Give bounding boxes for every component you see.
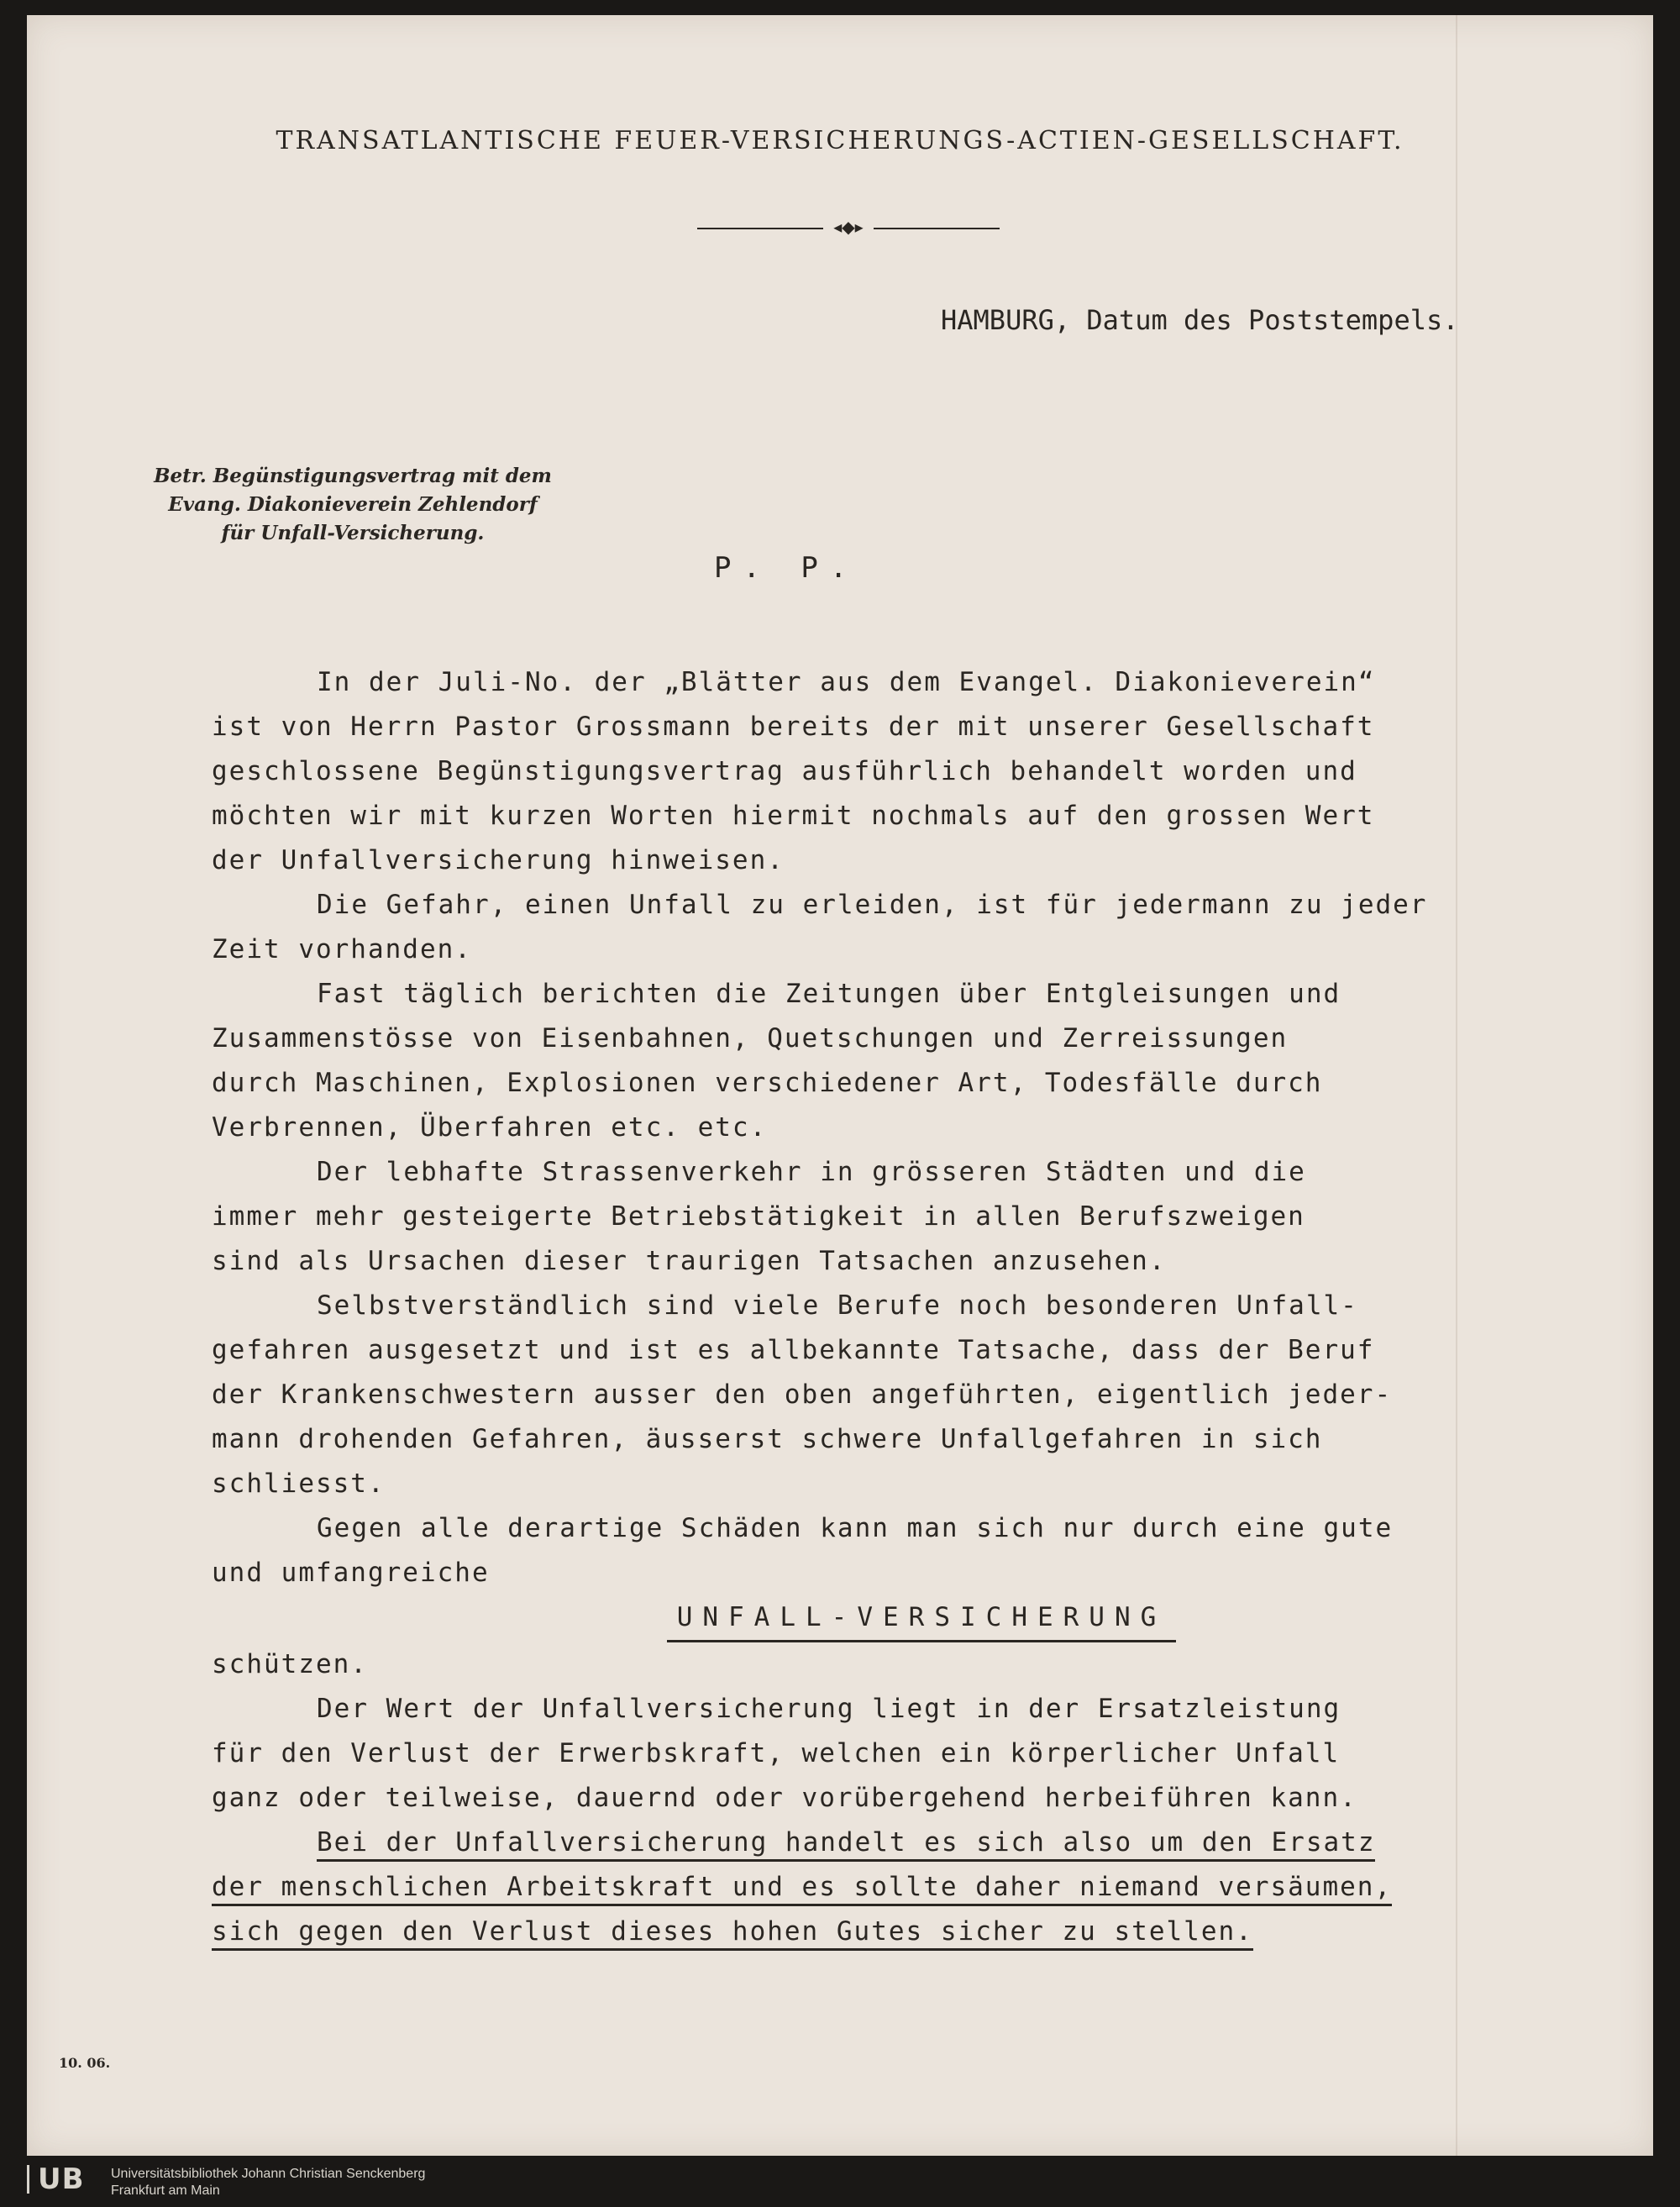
subject-line: für Unfall-Versicherung. [221, 522, 485, 544]
library-footer [0, 2156, 1680, 2207]
ub-logo-text: UB [38, 2162, 85, 2196]
library-name-line: Universitätsbibliothek Johann Christian Senckenberg [111, 2167, 426, 2181]
ornament-line-left [697, 228, 823, 229]
salutation: P. P. [714, 551, 859, 585]
body-line: Die Gefahr, einen Unfall zu erleiden, ist für jedermann zu jeder [317, 890, 1428, 920]
subject-block [109, 462, 596, 548]
subject-line: Betr. Begünstigungsvertrag mit dem [154, 465, 552, 487]
body-line: der Unfallversicherung hinweisen. [212, 845, 785, 875]
library-name-line: Frankfurt am Main [111, 2183, 220, 2198]
underlined-text: sich gegen den Verlust dieses hohen Gutes sicher zu stellen. [212, 1916, 1253, 1951]
ub-logo [12, 2162, 85, 2196]
underlined-line [212, 1910, 1522, 1954]
body-line: gefahren ausgesetzt und ist es allbekannte Tatsache, dass der Beruf [212, 1335, 1375, 1365]
body-line: schützen. [212, 1649, 368, 1679]
ornament-icon: ◂◆▸ [833, 217, 864, 237]
body-line: durch Maschinen, Explosionen verschiedener Art, Todesfälle durch [212, 1068, 1323, 1098]
body-line: ist von Herrn Pastor Grossmann bereits der mit unserer Gesellschaft [212, 712, 1375, 742]
body-line: Zusammenstösse von Eisenbahnen, Quetschungen und Zerreissungen [212, 1023, 1289, 1054]
body-line: Fast täglich berichten die Zeitungen über Entgleisungen und [317, 979, 1341, 1009]
body-line: Zeit vorhanden. [212, 934, 472, 964]
body-line: Der Wert der Unfallversicherung liegt in der Ersatzleistung [317, 1694, 1341, 1724]
print-code: 10. 06. [59, 2055, 111, 2071]
body-line: Verbrennen, Überfahren etc. etc. [212, 1112, 768, 1143]
body-line: schliesst. [212, 1469, 386, 1499]
dateline: HAMBURG, Datum des Poststempels. [941, 304, 1459, 336]
body-line: mann drohenden Gefahren, äusserst schwere Unfallgefahren in sich [212, 1424, 1323, 1454]
body-line: Selbstverständlich sind viele Berufe noch besonderen Unfall- [317, 1290, 1358, 1321]
body-line: und umfangreiche [212, 1558, 490, 1588]
body-line: Gegen alle derartige Schäden kann man sich nur durch eine gute [317, 1513, 1394, 1543]
body-line: ganz oder teilweise, dauernd oder vorübergehend herbeiführen kann. [212, 1783, 1357, 1813]
body-line: für den Verlust der Erwerbskraft, welchen ein körperlicher Unfall [212, 1738, 1341, 1768]
body-line: der Krankenschwestern ausser den oben angeführten, eigentlich jeder- [212, 1379, 1393, 1410]
body-line: sind als Ursachen dieser traurigen Tatsachen anzusehen. [212, 1246, 1167, 1276]
ub-logo-mark-icon [12, 2165, 29, 2194]
underlined-line [212, 1821, 1522, 1865]
emphasis-heading-text: UNFALL-VERSICHERUNG [667, 1595, 1177, 1642]
underlined-text: Bei der Unfallversicherung handelt es sich also um den Ersatz [317, 1827, 1375, 1862]
ornament-divider [697, 217, 1000, 237]
body-line: geschlossene Begünstigungsvertrag ausführlich behandelt worden und [212, 756, 1357, 786]
letterhead-company: TRANSATLANTISCHE FEUER-VERSICHERUNGS-ACTIEN-GESELLSCHAFT. [276, 126, 1404, 155]
body-line: Der lebhafte Strassenverkehr in grösseren Städten und die [317, 1157, 1306, 1187]
underlined-line [212, 1865, 1522, 1910]
body-line: In der Juli-No. der „Blätter aus dem Evangel. Diakonieverein“ [317, 667, 1376, 697]
body-line: möchten wir mit kurzen Worten hiermit nochmals auf den grossen Wert [212, 801, 1375, 831]
ornament-line-right [874, 228, 1000, 229]
letter-body [212, 660, 1522, 1954]
underlined-text: der menschlichen Arbeitskraft und es sollte daher niemand versäumen, [212, 1872, 1392, 1906]
library-name [111, 2166, 425, 2199]
emphasis-heading [212, 1595, 1522, 1642]
body-line: immer mehr gesteigerte Betriebstätigkeit in allen Berufszweigen [212, 1201, 1305, 1232]
subject-line: Evang. Diakonieverein Zehlendorf [168, 493, 538, 516]
